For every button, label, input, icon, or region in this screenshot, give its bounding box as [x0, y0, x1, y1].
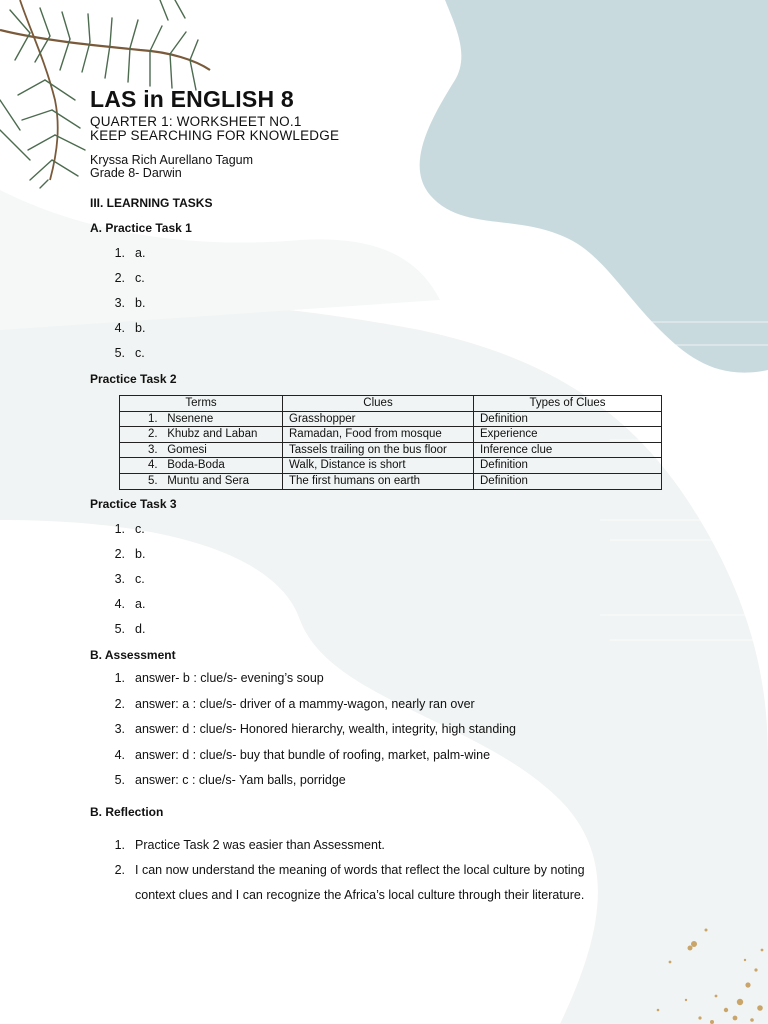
- term-cell: 5. Muntu and Sera: [120, 473, 283, 489]
- table-row: [120, 473, 662, 489]
- item-number: 3.: [114, 296, 125, 310]
- clue-cell: The first humans on earth: [283, 473, 474, 489]
- table-row: [120, 411, 662, 427]
- reflection-list: [103, 838, 585, 913]
- column-header-clues: Clues: [283, 396, 474, 412]
- column-header-types: Types of Clues: [474, 396, 662, 412]
- item-text: I can now understand the meaning of words that reflect the local culture by noting: [135, 863, 585, 877]
- item-answer: d.: [135, 622, 146, 636]
- list-item: [103, 346, 145, 371]
- practice-task-1-heading: A. Practice Task 1: [90, 221, 192, 235]
- item-text: answer: c : clue/s- Yam balls, porridge: [135, 773, 346, 787]
- practice-task-3-list: [103, 522, 145, 647]
- item-answer: c.: [135, 572, 145, 586]
- list-item: [103, 246, 145, 271]
- grade-section: Grade 8- Darwin: [90, 166, 182, 180]
- reflection-heading: B. Reflection: [90, 805, 164, 819]
- table-row: [120, 427, 662, 443]
- item-answer: a.: [135, 597, 146, 611]
- item-number: 5.: [114, 622, 125, 636]
- list-item: [103, 296, 145, 321]
- item-answer: c.: [135, 346, 145, 360]
- practice-task-1-list: [103, 246, 145, 371]
- item-number: 3.: [114, 722, 125, 736]
- item-answer: c.: [135, 271, 145, 285]
- assessment-heading: B. Assessment: [90, 648, 176, 662]
- item-number: 4.: [114, 597, 125, 611]
- item-number: 5.: [114, 773, 125, 787]
- assessment-list: [103, 671, 516, 799]
- term-cell: 1. Nsenene: [120, 411, 283, 427]
- item-number: 1.: [114, 522, 125, 536]
- list-item: [103, 838, 585, 863]
- item-text-continuation: context clues and I can recognize the Africa’s local culture through their literature.: [135, 888, 585, 902]
- item-answer: c.: [135, 522, 145, 536]
- term-cell: 4. Boda-Boda: [120, 458, 283, 474]
- list-item-continuation: [103, 888, 585, 913]
- clue-cell: Walk, Distance is short: [283, 458, 474, 474]
- item-number: 3.: [114, 572, 125, 586]
- list-item: [103, 748, 516, 774]
- type-cell: Experience: [474, 427, 662, 443]
- list-item: [103, 671, 516, 697]
- type-cell: Inference clue: [474, 442, 662, 458]
- clue-cell: Tassels trailing on the bus floor: [283, 442, 474, 458]
- item-answer: b.: [135, 296, 146, 310]
- item-number: 2.: [114, 271, 125, 285]
- list-item: [103, 597, 145, 622]
- list-item: [103, 773, 516, 799]
- item-number: 1.: [114, 246, 125, 260]
- item-number: 2.: [114, 696, 125, 711]
- term-cell: 2. Khubz and Laban: [120, 427, 283, 443]
- item-number: 2.: [114, 547, 125, 561]
- student-name: Kryssa Rich Aurellano Tagum: [90, 153, 254, 167]
- practice-task-2-heading: Practice Task 2: [90, 372, 177, 386]
- list-item: [103, 572, 145, 597]
- context-clues-table: [119, 395, 662, 490]
- item-text: answer: d : clue/s- Honored hierarchy, wealth, integrity, high standing: [135, 722, 516, 736]
- list-item: [103, 321, 145, 346]
- type-cell: Definition: [474, 473, 662, 489]
- table-row: [120, 442, 662, 458]
- type-cell: Definition: [474, 411, 662, 427]
- item-number: 4.: [114, 321, 125, 335]
- item-text: Practice Task 2 was easier than Assessment.: [135, 838, 385, 852]
- item-text: answer- b : clue/s- evening’s soup: [135, 671, 324, 685]
- item-answer: a.: [135, 246, 146, 260]
- list-item: [103, 522, 145, 547]
- practice-task-3-heading: Practice Task 3: [90, 497, 177, 511]
- document-title: LAS in ENGLISH 8: [90, 86, 294, 112]
- table-row: [120, 458, 662, 474]
- item-number: 1.: [114, 838, 125, 852]
- item-number: 2.: [114, 863, 125, 877]
- list-item: [103, 863, 585, 888]
- clue-cell: Grasshopper: [283, 411, 474, 427]
- quarter-subtitle: QUARTER 1: WORKSHEET NO.1: [90, 114, 302, 129]
- list-item: [103, 722, 516, 748]
- type-cell: Definition: [474, 458, 662, 474]
- list-item: [103, 697, 516, 723]
- item-text: answer: d : clue/s- buy that bundle of roofing, market, palm-wine: [135, 747, 491, 762]
- item-answer: b.: [135, 321, 146, 335]
- clue-cell: Ramadan, Food from mosque: [283, 427, 474, 443]
- worksheet-subtitle: KEEP SEARCHING FOR KNOWLEDGE: [90, 128, 340, 143]
- item-number: 5.: [114, 346, 125, 360]
- item-number: 1.: [114, 671, 125, 685]
- term-cell: 3. Gomesi: [120, 442, 283, 458]
- list-item: [103, 271, 145, 296]
- column-header-terms: Terms: [120, 396, 283, 412]
- learning-tasks-heading: III. LEARNING TASKS: [90, 196, 213, 210]
- item-answer: b.: [135, 547, 146, 561]
- item-text: answer: a : clue/s- driver of a mammy-wagon, nearly ran over: [135, 696, 475, 711]
- list-item: [103, 547, 145, 572]
- item-number: 4.: [114, 747, 125, 762]
- list-item: [103, 622, 145, 647]
- table-header-row: [120, 396, 662, 412]
